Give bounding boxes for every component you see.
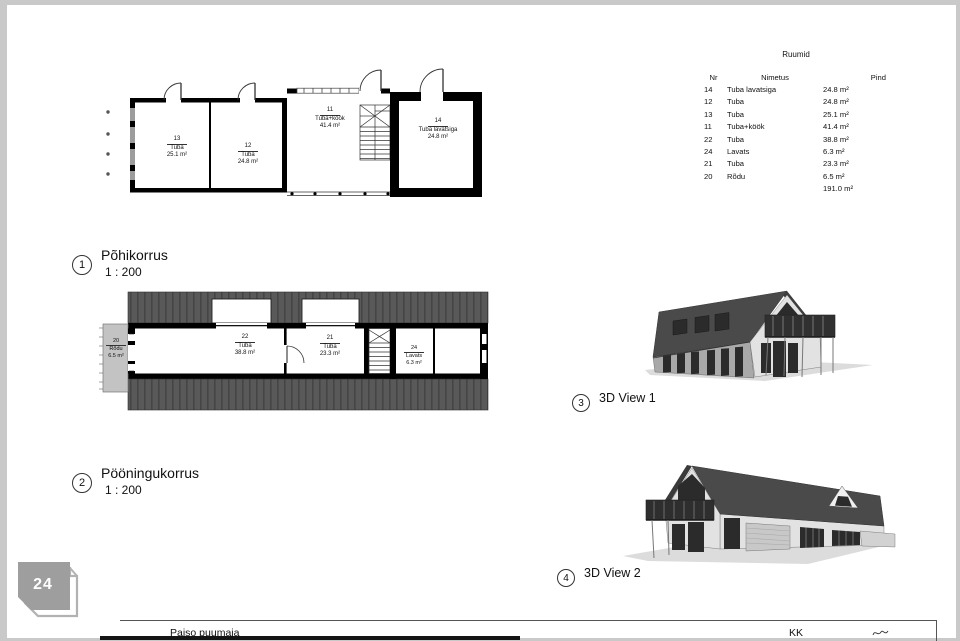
view-title: Põhikorrus (101, 247, 168, 263)
room-area: 6.5 m² (108, 353, 124, 359)
room-number: 13 (167, 136, 188, 145)
room-name: Rõdu (109, 346, 123, 352)
room-number: 22 (235, 334, 256, 343)
room-table-grid (700, 71, 892, 195)
room-schedule-table (700, 50, 892, 195)
roof-hatch-top (128, 292, 488, 323)
col-header-nr: Nr (709, 72, 718, 82)
room-tag-11 (294, 107, 366, 131)
room-number: 11 (320, 107, 340, 116)
room-number: 20 (106, 338, 126, 346)
room-name: Tuba+köök (315, 115, 345, 122)
signature-mark (872, 628, 890, 638)
cell-nr: 14 (704, 85, 713, 95)
room-number: 12 (238, 143, 259, 152)
cell-pind: 41.4 m² (823, 122, 849, 132)
room-table-title: Ruumid (782, 50, 810, 59)
cell-pind: 24.8 m² (823, 97, 849, 107)
view-number: 1 (78, 259, 86, 271)
room-number: 21 (320, 335, 341, 344)
roof-hatch-bottom (128, 379, 488, 410)
cell-nr: 12 (704, 97, 713, 107)
room-name: Lavats (405, 353, 423, 359)
room-name: Tuba (238, 342, 252, 349)
right-wall (480, 323, 488, 379)
room-area: 24.8 m² (237, 159, 259, 166)
room-area: 24.8 m² (427, 134, 449, 141)
view-label-pooningukorrus (72, 465, 199, 497)
cell-nimetus: Tuba (727, 134, 745, 144)
cell-nimetus: Lavats (727, 147, 750, 157)
cell-nimetus: Tuba (727, 97, 745, 107)
room-area: 6.3 m² (406, 360, 422, 366)
cell-nr: 11 (704, 122, 712, 132)
cell-nr: 21 (704, 159, 713, 169)
view-number-circle (572, 394, 590, 412)
room-tag-21 (294, 335, 366, 359)
cell-nimetus: Tuba+köök (727, 122, 765, 132)
project-name: Paiso puumaja (170, 627, 240, 639)
room-name: Tuba (170, 144, 184, 151)
cell-pind: 25.1 m² (823, 109, 849, 119)
cell-nimetus: Tuba lavatsiga (727, 85, 777, 95)
room-area: 25.1 m² (166, 152, 188, 159)
col-header-pind: Pind (870, 72, 886, 82)
cell-pind: 38.8 m² (823, 134, 849, 144)
room-tag-20 (97, 338, 135, 360)
view-label-3d-2 (557, 566, 641, 587)
room-tag-12 (212, 143, 284, 167)
cell-pind: 24.8 m² (823, 85, 849, 95)
cell-pind: 6.5 m² (823, 171, 845, 181)
cell-nr: 20 (704, 171, 713, 181)
view-number: 4 (563, 572, 569, 584)
cell-pind: 23.3 m² (823, 159, 849, 169)
view-title: Pööningukorrus (101, 465, 200, 481)
room-tag-24 (384, 345, 444, 367)
view-title: 3D View 2 (584, 566, 641, 580)
3d-view-2-render (608, 448, 898, 573)
view-number-circle (557, 569, 575, 587)
cell-nimetus: Tuba (727, 109, 745, 119)
bottom-wall-band (128, 374, 488, 380)
view-scale: 1 : 200 (105, 483, 142, 497)
table-total-area: 191.0 m² (823, 184, 853, 194)
3d-view-1-render (615, 275, 885, 405)
view-number: 2 (78, 477, 86, 489)
view-label-3d-1 (572, 391, 656, 412)
view-number-circle (72, 255, 92, 275)
view-scale: 1 : 200 (105, 265, 142, 279)
cell-nimetus: Tuba (727, 159, 745, 169)
cell-nr: 13 (704, 109, 713, 119)
room-tag-14 (398, 118, 478, 142)
view-number: 3 (578, 397, 584, 409)
room-name: Tuba lavatsiga (418, 126, 458, 133)
page-number: 24 (33, 576, 53, 593)
room-number: 14 (428, 118, 449, 127)
cell-nr: 24 (704, 147, 713, 157)
right-extension (860, 531, 895, 547)
room-area: 41.4 m² (319, 123, 341, 130)
author-initials: KK (789, 627, 804, 639)
view-number-circle (72, 473, 92, 493)
room-tag-22 (209, 334, 281, 358)
titleblock-bottom-border (100, 636, 520, 640)
cell-pind: 6.3 m² (823, 147, 845, 157)
view-title: 3D View 1 (599, 391, 656, 405)
cell-nimetus: Rõdu (727, 171, 746, 181)
room-area: 38.8 m² (234, 350, 256, 357)
plan1-room14-block (390, 90, 482, 197)
cell-nr: 22 (704, 134, 713, 144)
room-name: Tuba (323, 343, 337, 350)
room-number: 24 (404, 345, 424, 353)
room-tag-13 (141, 136, 213, 160)
gable-windows (672, 522, 704, 552)
col-header-nimetus: Nimetus (761, 72, 789, 82)
site-dots (106, 110, 109, 175)
view-label-pohikorrus (72, 247, 168, 279)
room-area: 23.3 m² (319, 351, 341, 358)
titleblock-top-border (120, 620, 936, 621)
titleblock-right-border (936, 620, 937, 641)
room-name: Tuba (241, 151, 255, 158)
